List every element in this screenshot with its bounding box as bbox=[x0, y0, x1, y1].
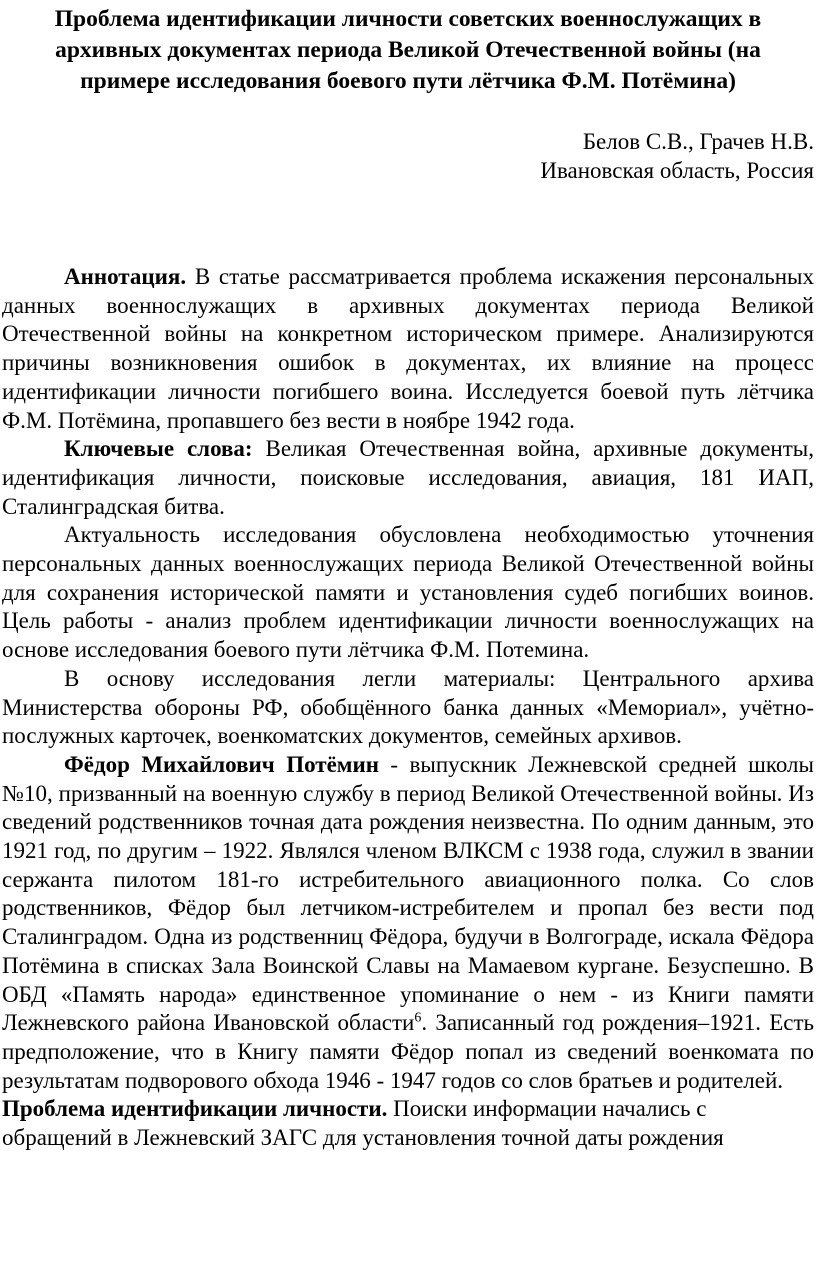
keywords-paragraph bbox=[2, 435, 814, 521]
biography-name: Фёдор Михайлович Потёмин bbox=[64, 751, 379, 777]
keywords-text: Великая Отечественная война, архивные документы, идентификация личности, поисковые исследования, авиация, 181 ИАП, Сталинградская битва. bbox=[2, 436, 814, 519]
author-names: Белов С.В., Грачев Н.В. bbox=[582, 129, 814, 154]
biography-paragraph bbox=[2, 751, 814, 1095]
author-location: Ивановская область, Россия bbox=[540, 158, 814, 183]
biography-text-continued: . Записанный год рождения–1921. Есть предположение, что в Книгу памяти Фёдор попал из сведений военкомата по результатам подворового обхода 1946 - 1947 годов со слов братьев и родителей. bbox=[2, 1010, 814, 1093]
footnote-marker: 6 bbox=[414, 1010, 422, 1026]
identification-heading: Проблема идентификации личности. bbox=[2, 1096, 388, 1122]
biography-text: - выпускник Лежневской средней школы №10, призванный на военную службу в период Великой Отечественной войны. Из сведений родственников точная дата рождения неизвестна. По одним данным, это 1921 год, по другим – 1922. Являлся членом ВЛКСМ с 1938 года, служил в звании сержанта пилотом 181-го истребительного авиационного полка. Со слов родственников, Фёдор был летчиком-истребителем и пропал без вести под Сталинградом. Одна из родственниц Фёдора, будучи в Волгограде, искала Фёдора Потёмина в списках Зала Воинской Славы на Мамаевом кургане. Безуспешно. В ОБД «Память народа» единственное упоминание о нем - из Книги памяти Лежневского района Ивановской области bbox=[2, 751, 814, 1036]
article-body bbox=[0, 263, 816, 1153]
identification-paragraph bbox=[2, 1095, 814, 1152]
authors-block bbox=[0, 127, 814, 185]
article-title: Проблема идентификации личности советских военнослужащих в архивных документах периода Великой Отечественной войны (на примере исследования боевого пути лётчика Ф.М. Потёмина) bbox=[54, 6, 762, 94]
abstract-text: В статье рассматривается проблема искажения персональных данных военнослужащих в архивных документах периода Великой Отечественной войны на конкретном историческом примере. Анализируются причины возникновения ошибок в документах, их влияние на процесс идентификации личности погибшего воина. Исследуется боевой путь лётчика Ф.М. Потёмина, пропавшего без вести в ноябре 1942 года. bbox=[2, 264, 814, 433]
sources-paragraph: В основу исследования легли материалы: Центрального архива Министерства обороны РФ, обобщённого банка данных «Мемориал», учётно-послужных карточек, военкоматских документов, семейных архивов. bbox=[2, 665, 814, 749]
relevance-paragraph: Актуальность исследования обусловлена необходимостью уточнения персональных данных военнослужащих периода Великой Отечественной войны для сохранения исторической памяти и установления судеб погибших воинов. Цель работы - анализ проблем идентификации личности военнослужащих на основе исследования боевого пути лётчика Ф.М. Потемина. bbox=[2, 522, 814, 663]
keywords-label: Ключевые слова: bbox=[64, 436, 253, 462]
abstract-label: Аннотация. bbox=[64, 264, 187, 289]
abstract-paragraph bbox=[2, 263, 814, 435]
identification-text: Поиски информации начались с обращений в Лежневский ЗАГС для установления точной даты рождения bbox=[2, 1096, 724, 1151]
